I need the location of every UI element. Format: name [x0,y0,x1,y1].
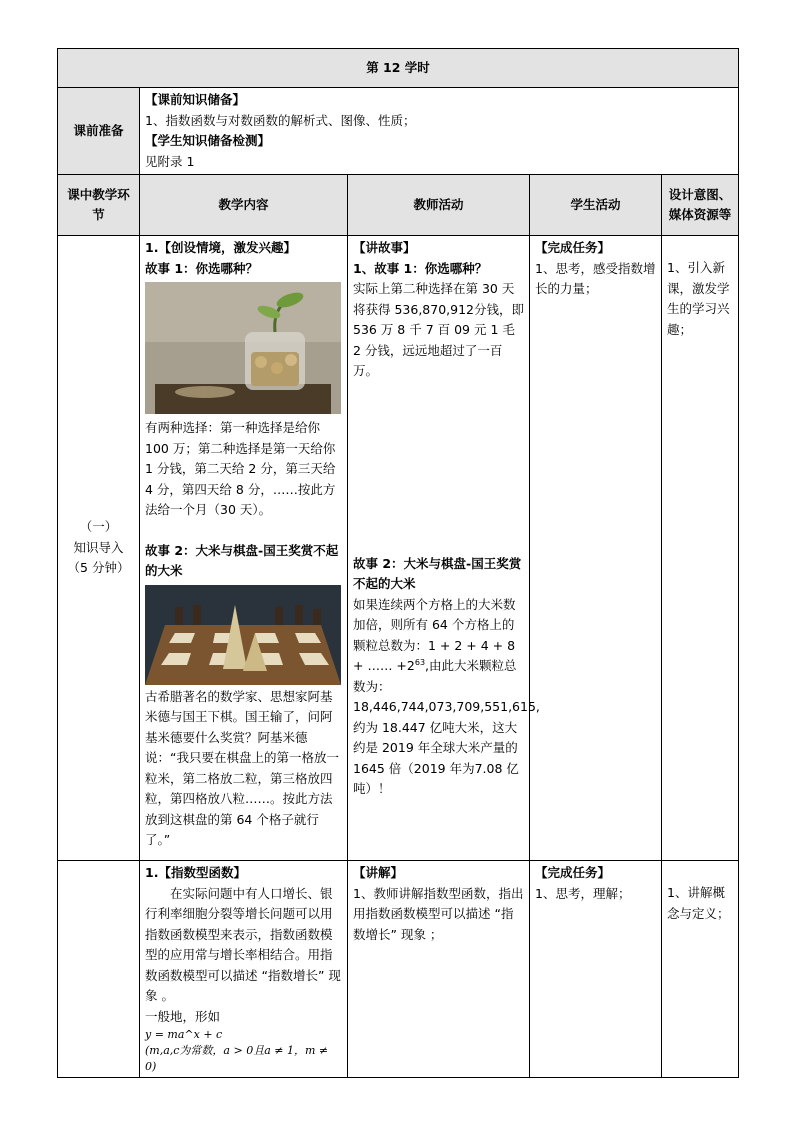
concept-student-activity [530,861,662,1078]
intro-design-intent [662,236,739,861]
intro-heading: 1.【创设情境，激发兴趣】 [145,240,296,255]
coin-jar-illustration [145,282,341,414]
concept-content [140,861,348,1078]
section-label-duration: （5 分钟） [67,560,130,576]
intro-content [140,236,348,861]
coin-jar-photo [145,282,341,414]
section-concept-row [58,861,739,1078]
teacher-heading: 【讲故事】 [353,240,416,255]
section-intro-row [58,236,739,861]
chessboard-illustration [145,585,341,685]
concept-general-form-intro: 一般地，形如 [145,1008,221,1024]
prep-line-2: 见附录 1 [145,153,195,169]
concept-formula-conditions: (m,a,c为常数，a > 0且a ≠ 1，m ≠ 0) [145,1044,329,1073]
concept-heading: 1.【指数型函数】 [145,865,246,880]
concept-design-intent [662,861,739,1078]
col-header-design: 设计意图、媒体资源等 [662,175,739,236]
column-header-row [58,175,739,236]
prep-content [140,88,739,175]
concept-design-text: 1、讲解概念与定义； [667,885,730,921]
prep-heading-check: 【学生知识储备检测】 [145,133,271,148]
intro-teacher-activity [348,236,540,861]
session-title: 第 12 学时 [58,49,739,88]
teacher-story1-title: 1、故事 1：你选哪种？ [353,260,488,276]
teacher-story2-post: ,由此大米颗粒总数为：18,446,744,073,709,551,615,约为 18.447 亿吨大米，这大约是 2019 年全球大米产量的1645 倍（2019 年为7.08 亿吨）！ [353,658,540,796]
concept-teacher-activity [348,861,530,1078]
story1-title: 故事 1：你选哪种？ [145,260,259,276]
teacher-story2-text [353,595,540,800]
teacher-story1-text: 实际上第二种选择在第 30 天将获得 536,870,912分钱，即 536 万 8 千 7 百 09 元 1 毛 2 分钱，远远地超过了一百万。 [353,281,524,378]
lesson-plan-table [57,48,739,1078]
story2-title: 故事 2：大米与棋盘-国王奖赏不起的大米 [145,542,339,578]
section-intro-label [58,236,140,861]
concept-teacher-text: 1、教师讲解指数型函数，指出用指数函数模型可以描述 “指数增长” 现象 ； [353,885,524,942]
section-concept-label [58,861,140,1078]
design-text: 1、引入新课，激发学生的学习兴趣； [667,260,730,337]
exponent-63: 63 [414,657,426,667]
prep-line-1: 1、指数函数与对数函数的解析式、图像、性质； [145,112,416,128]
col-header-content: 教学内容 [140,175,348,236]
concept-paragraph: 在实际问题中有人口增长、银行利率细胞分裂等增长问题可以用指数函数模型来表示，指数函数模型的应用常与增长率相结合。用指数函数模型可以描述 “指数增长” 现象 。 [145,885,341,1003]
title-row [58,49,739,88]
concept-student-heading: 【完成任务】 [535,865,611,880]
intro-student-activity [530,236,662,861]
prep-label: 课前准备 [58,88,140,175]
concept-formula: y = ma^x + c [145,1028,223,1041]
col-header-stage: 课中教学环节 [58,175,140,236]
prep-row [58,88,739,175]
section-label-number: （一） [79,519,118,535]
teacher-story2-title: 故事 2：大米与棋盘-国王奖赏不起的大米 [353,555,522,591]
story1-text: 有两种选择：第一种选择是给你100 万；第二种选择是第一天给你 1 分钱，第二天给 2 分，第三天给 4 分，第四天给 8 分，……按此方法给一个月（30 天）。 [145,420,336,517]
student-heading: 【完成任务】 [535,240,611,255]
teacher-story2-pre: 如果连续两个方格上的大米数加倍，则所有 64 个方格上的颗粒总数为：1 + 2 + 4 + 8 + …… +2 [353,596,516,673]
concept-teacher-heading: 【讲解】 [353,865,404,880]
concept-student-text: 1、思考，理解； [535,885,631,901]
student-text: 1、思考，感受指数增长的力量； [535,260,656,296]
section-label-title: 知识导入 [73,539,124,555]
col-header-teacher: 教师活动 [348,175,530,236]
chessboard-photo [145,585,341,685]
prep-heading-knowledge: 【课前知识储备】 [145,92,246,107]
story2-text: 古希腊著名的数学家、思想家阿基米德与国王下棋。国王输了，问阿基米德要什么奖赏？阿基米德说：“我只要在棋盘上的第一格放一粒米，第二格放二粒，第三格放四粒，第四格放八粒……。按此方法放到这棋盘的第 64 个格子就行了。” [145,688,339,847]
col-header-student: 学生活动 [530,175,662,236]
